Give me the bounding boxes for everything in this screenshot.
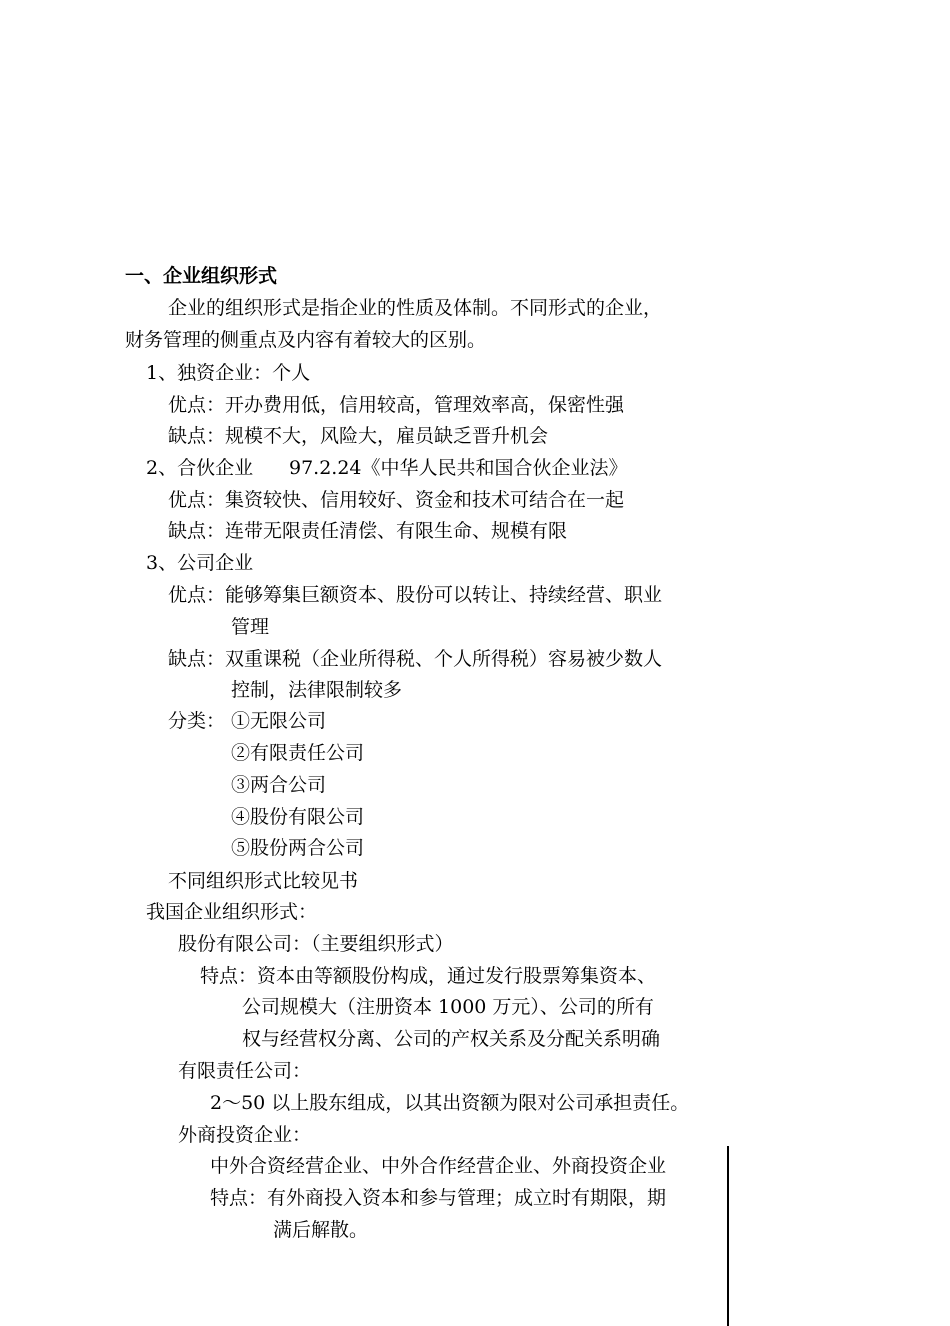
- company-class-item: ③两合公司: [231, 774, 327, 796]
- limited-liability-desc: 2～50 以上股东组成，以其出资额为限对公司承担责任。: [210, 1092, 690, 1114]
- joint-stock-feature-line-2: 公司规模大（注册资本 1000 万元）、公司的所有: [242, 996, 654, 1018]
- foreign-investment-feature-line-1: 特点：有外商投入资本和参与管理；成立时有期限，期: [210, 1187, 667, 1209]
- sole-proprietorship-pros: 优点：开办费用低，信用较高，管理效率高，保密性强: [168, 394, 625, 416]
- company-title: 3、公司企业: [146, 552, 254, 574]
- intro-line-2: 财务管理的侧重点及内容有着较大的区别。: [125, 329, 487, 351]
- intro-line-1: 企业的组织形式是指企业的性质及体制。不同形式的企业，: [168, 297, 663, 319]
- section-heading: 一、企业组织形式: [125, 265, 278, 287]
- joint-stock-title: 股份有限公司：（主要组织形式）: [178, 933, 454, 955]
- china-forms-title: 我国企业组织形式：: [146, 901, 318, 923]
- company-class-item: ②有限责任公司: [231, 742, 365, 764]
- partnership-pros: 优点：集资较快、信用较好、资金和技术可结合在一起: [168, 489, 625, 511]
- foreign-investment-types: 中外合资经营企业、中外合作经营企业、外商投资企业: [210, 1155, 667, 1177]
- company-class-item: ①无限公司: [231, 710, 327, 732]
- company-cons-line-1: 缺点：双重课税（企业所得税、个人所得税）容易被少数人: [168, 648, 663, 670]
- limited-liability-title: 有限责任公司：: [178, 1060, 312, 1082]
- company-class-item: ④股份有限公司: [231, 806, 365, 828]
- joint-stock-feature-line-1: 特点：资本由等额股份构成，通过发行股票筹集资本、: [200, 965, 657, 987]
- company-pros-line-2: 管理: [231, 616, 270, 638]
- foreign-investment-title: 外商投资企业：: [178, 1124, 312, 1146]
- partnership-title: 2、合伙企业: [146, 457, 254, 479]
- sole-proprietorship-cons: 缺点：规模不大，风险大，雇员缺乏晋升机会: [168, 425, 549, 447]
- partnership-law: 97.2.24《中华人民共和国合伙企业法》: [289, 457, 628, 479]
- foreign-investment-feature-line-2: 满后解散。: [273, 1219, 369, 1241]
- sole-proprietorship-title: 1、独资企业：个人: [146, 362, 311, 384]
- company-pros-line-1: 优点：能够筹集巨额资本、股份可以转让、持续经营、职业: [168, 584, 663, 606]
- company-cons-line-2: 控制，法律限制较多: [231, 679, 403, 701]
- company-class-label: 分类：: [168, 710, 226, 732]
- company-compare-note: 不同组织形式比较见书: [168, 870, 359, 892]
- partnership-cons: 缺点：连带无限责任清偿、有限生命、规模有限: [168, 520, 568, 542]
- company-class-item: ⑤股份两合公司: [231, 837, 365, 859]
- joint-stock-feature-line-3: 权与经营权分离、公司的产权关系及分配关系明确: [242, 1028, 661, 1050]
- vertical-rule: [727, 1146, 729, 1326]
